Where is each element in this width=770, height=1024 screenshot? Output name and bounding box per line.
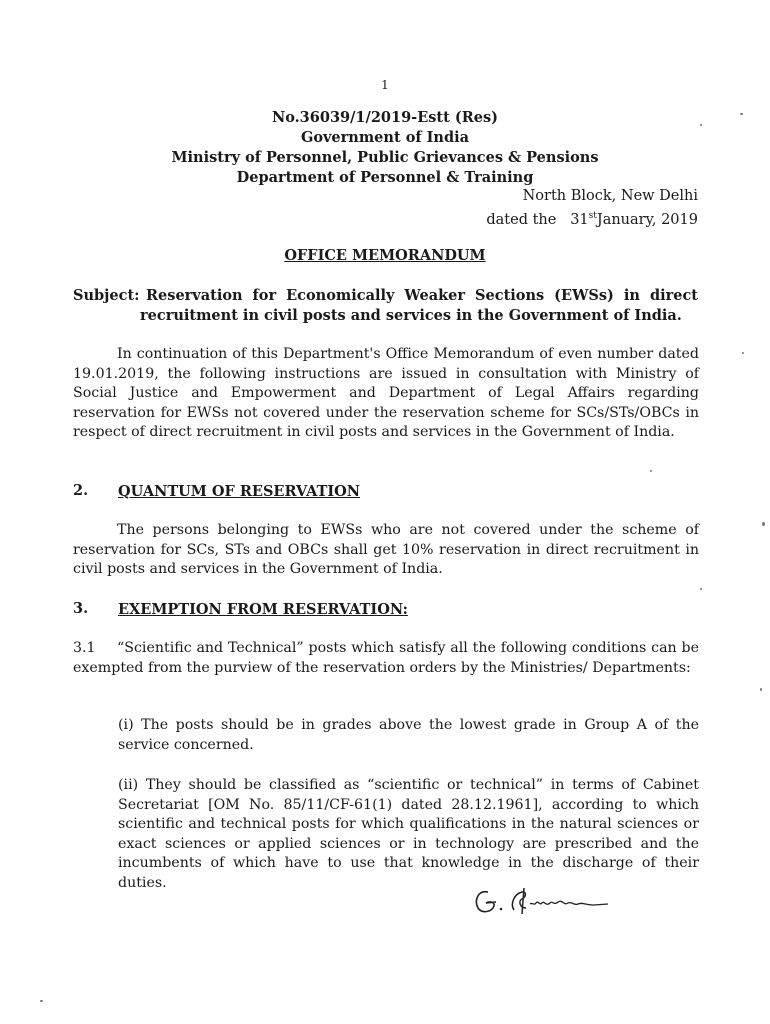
condition-item-1: (i) The posts should be in grades above the lowest grade in Group A of the service concerned. [118, 717, 699, 753]
date-suffix: st [588, 211, 597, 221]
scan-speck [740, 113, 743, 115]
subject-line-2: recruitment in civil posts and services in the Government of India. [140, 307, 682, 324]
ministry-line: Ministry of Personnel, Public Grievances & Pensions [171, 149, 599, 166]
scan-speck [760, 688, 762, 691]
government-line: Government of India [300, 129, 470, 146]
section-2-paragraph: The persons belonging to EWSs who are not covered under the scheme of reservation for SCs, STs and OBCs shall get 10% reservation in direct recruitment in civil posts and services in the Government of India. [73, 522, 699, 578]
date-day: 31 [570, 211, 589, 228]
condition-item-2: (ii) They should be classified as “scientific or technical” in terms of Cabinet Secretariat [OM No. 85/11/CF-61(1) dated 28.12.1961], according to which scientific and technical posts for which qualifications in the natural sciences or exact sciences or applied sciences or in technology are prescribed and the incumbents of which have to use that knowledge in the discharge of their duties. [118, 777, 699, 891]
department-line: Department of Personnel & Training [236, 169, 534, 186]
date-rest: January, 2019 [596, 211, 698, 228]
subject-label: Subject: [73, 287, 140, 304]
scan-speck [742, 352, 744, 354]
scan-speck [700, 124, 702, 126]
section-3-number: 3. [73, 600, 89, 617]
section-2-number: 2. [73, 482, 89, 499]
para-3-1-number: 3.1 [73, 640, 96, 656]
para-3-1-text: “Scientific and Technical” posts which satisfy all the following conditions can be exempted from the purview of the reservation orders by the Ministries/ Departments: [73, 640, 699, 676]
memo-title: OFFICE MEMORANDUM [284, 247, 486, 264]
subject-line-1: Reservation for Economically Weaker Sections (EWSs) in direct [146, 287, 698, 304]
scan-speck [762, 522, 765, 526]
section-3-heading: EXEMPTION FROM RESERVATION: [118, 601, 408, 618]
page-number: 1 [381, 78, 389, 92]
date-line [486, 206, 698, 230]
date-prefix: dated the [486, 211, 557, 228]
intro-paragraph: In continuation of this Department's Office Memorandum of even number dated 19.01.2019, the following instructions are issued in consultation with Ministry of Social Justice and Empowerment and Department of Legal Affairs regarding reservation for EWSs not covered under the reservation scheme for SCs/STs/OBCs in respect of direct recruitment in civil posts and services in the Government of India. [73, 346, 699, 441]
scan-speck [650, 470, 652, 472]
file-number: No.36039/1/2019-Estt (Res) [271, 109, 499, 126]
signature-image [470, 884, 620, 920]
place-line: North Block, New Delhi [522, 188, 698, 204]
scan-speck [40, 1000, 43, 1002]
section-2-heading: QUANTUM OF RESERVATION [118, 483, 361, 500]
scan-speck [700, 588, 702, 590]
